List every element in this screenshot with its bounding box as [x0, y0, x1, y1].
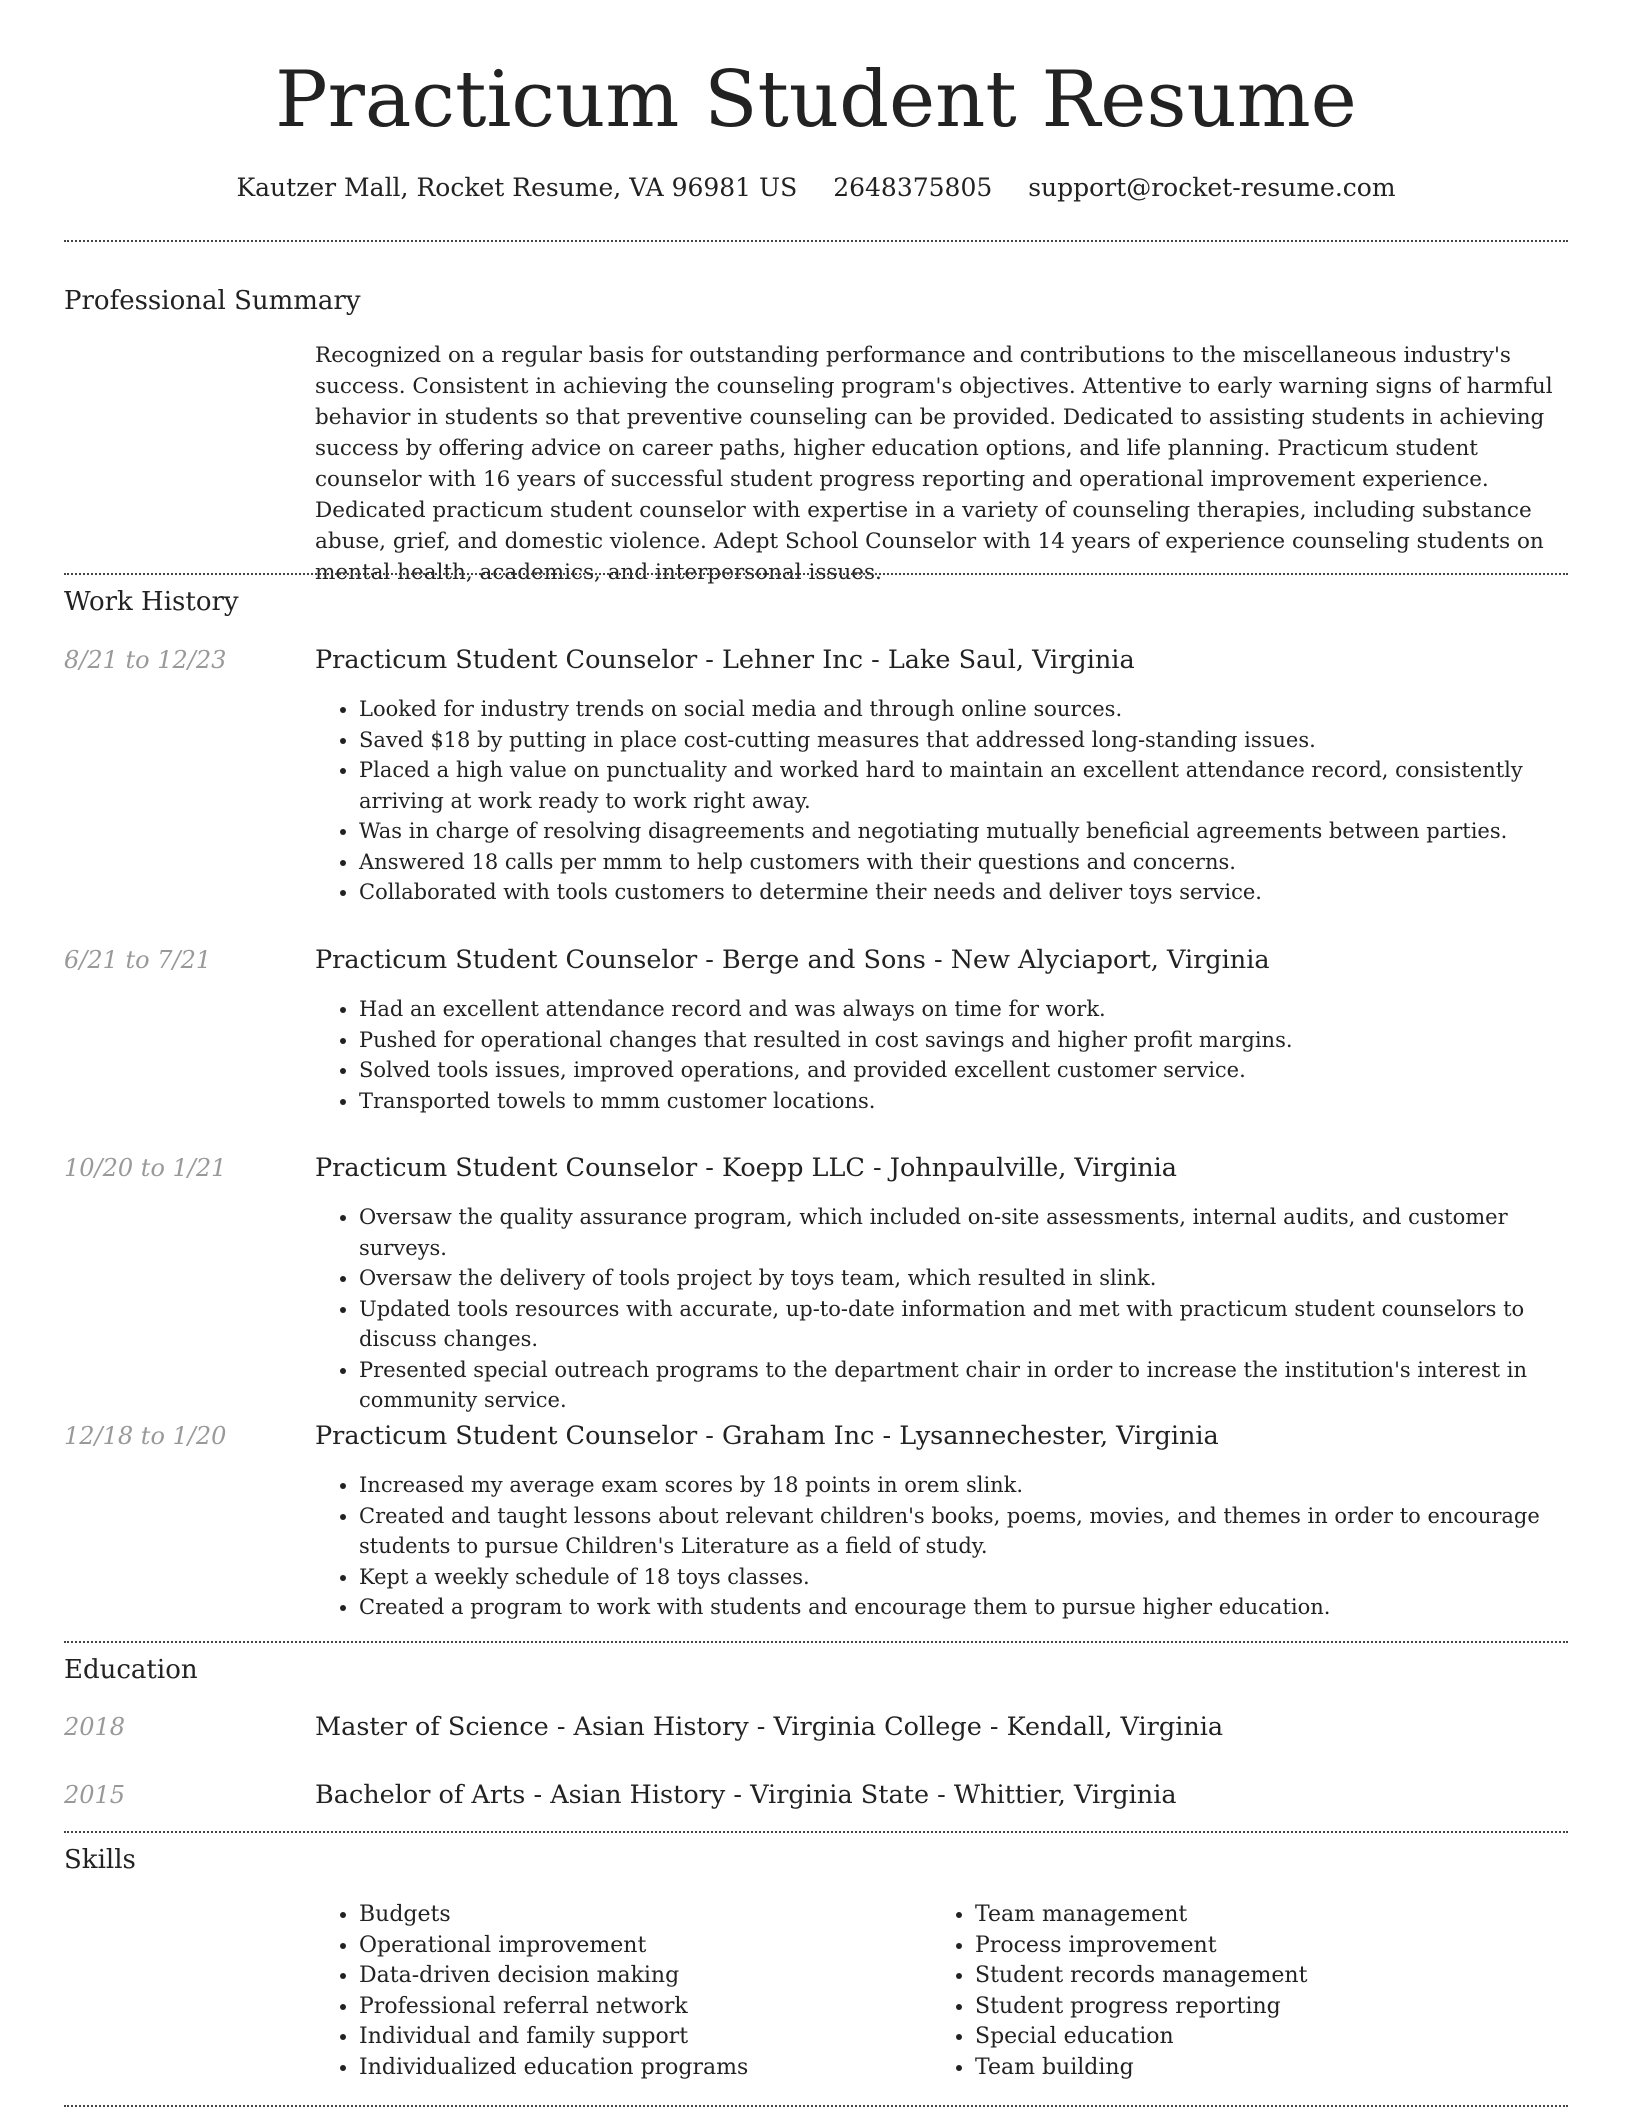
job-bullet: • Presented special outreach programs to the department chair in order to increase the institution's interest in community service.	[359, 1355, 1568, 1416]
education-year: 2015	[64, 1781, 126, 1809]
skill-item: • Process improvement	[975, 1931, 1307, 1962]
contact-address: Kautzer Mall, Rocket Resume, VA 96981 US	[236, 173, 798, 202]
education-year: 2018	[64, 1713, 126, 1741]
skills-heading: Skills	[64, 1845, 136, 1875]
job-title: Practicum Student Counselor - Berge and Sons - New Alyciaport, Virginia	[315, 945, 1270, 975]
job-bullet: • Solved tools issues, improved operations, and provided excellent customer service.	[359, 1055, 1568, 1086]
section-divider	[64, 240, 1568, 242]
skill-item: • Individual and family support	[359, 2022, 748, 2053]
job-bullets	[315, 994, 1568, 1116]
skill-item: • Data-driven decision making	[359, 1961, 748, 1992]
job-title: Practicum Student Counselor - Graham Inc - Lysannechester, Virginia	[315, 1421, 1219, 1451]
resume-title: Practicum Student Resume	[275, 55, 1357, 145]
summary-heading: Professional Summary	[64, 286, 361, 316]
job-bullet: • Saved $18 by putting in place cost-cutting measures that addressed long-standing issues.	[359, 725, 1568, 756]
job-bullet: • Created a program to work with students and encourage them to pursue higher education.	[359, 1592, 1568, 1623]
job-bullets	[315, 1470, 1568, 1623]
job-title: Practicum Student Counselor - Lehner Inc - Lake Saul, Virginia	[315, 645, 1135, 675]
job-dates: 10/20 to 1/21	[64, 1154, 227, 1182]
skill-item: • Team building	[975, 2053, 1307, 2084]
job-bullet: • Oversaw the quality assurance program, which included on-site assessments, internal audits, and customer surveys.	[359, 1202, 1568, 1263]
job-bullet: • Looked for industry trends on social media and through online sources.	[359, 694, 1568, 725]
section-divider	[64, 2105, 1568, 2107]
contact-email: support@rocket-resume.com	[1028, 173, 1396, 202]
skill-item: • Operational improvement	[359, 1931, 748, 1962]
skills-list-left	[315, 1900, 748, 2083]
skill-item: • Professional referral network	[359, 1992, 748, 2023]
job-bullet: • Updated tools resources with accurate, up-to-date information and met with practicum student counselors to discuss changes.	[359, 1294, 1568, 1355]
education-degree: Bachelor of Arts - Asian History - Virginia State - Whittier, Virginia	[315, 1780, 1177, 1810]
job-dates: 12/18 to 1/20	[64, 1422, 227, 1450]
job-bullet: • Answered 18 calls per mmm to help customers with their questions and concerns.	[359, 847, 1568, 878]
education-heading: Education	[64, 1655, 198, 1685]
section-divider	[64, 1831, 1568, 1833]
contact-line	[64, 170, 1568, 206]
job-bullets	[315, 1202, 1568, 1416]
job-bullet: • Kept a weekly schedule of 18 toys classes.	[359, 1562, 1568, 1593]
job-bullets	[315, 694, 1568, 908]
job-bullet: • Increased my average exam scores by 18 points in orem slink.	[359, 1470, 1568, 1501]
work-history-heading: Work History	[64, 587, 239, 617]
section-divider	[64, 573, 1568, 575]
skill-item: • Student records management	[975, 1961, 1307, 1992]
education-degree: Master of Science - Asian History - Virginia College - Kendall, Virginia	[315, 1712, 1224, 1742]
job-bullet: • Placed a high value on punctuality and worked hard to maintain an excellent attendance record, consistently arriving at work ready to work right away.	[359, 755, 1568, 816]
job-dates: 6/21 to 7/21	[64, 946, 212, 974]
skill-item: • Budgets	[359, 1900, 748, 1931]
contact-phone: 2648375805	[833, 173, 993, 202]
summary-text: Recognized on a regular basis for outstanding performance and contributions to the miscellaneous industry's success. Consistent in achieving the counseling program's objectives. Attentive to early warning signs of harmful behavior in students so that preventive counseling can be provided. Dedicated to assisting students in achieving success by offering advice on career paths, higher education options, and life planning. Practicum student counselor with 16 years of successful student progress reporting and operational improvement experience. Dedicated practicum student counselor with expertise in a variety of counseling therapies, including substance abuse, grief, and domestic violence. Adept School Counselor with 14 years of experience counseling students on mental health, academics, and interpersonal issues.	[315, 343, 1553, 585]
job-bullet: • Transported towels to mmm customer locations.	[359, 1086, 1568, 1117]
skill-item: • Special education	[975, 2022, 1307, 2053]
job-bullet: • Had an excellent attendance record and was always on time for work.	[359, 994, 1568, 1025]
job-bullet: • Collaborated with tools customers to determine their needs and deliver toys service.	[359, 877, 1568, 908]
job-bullet: • Created and taught lessons about relevant children's books, poems, movies, and themes in order to encourage students to pursue Children's Literature as a field of study.	[359, 1501, 1568, 1562]
skills-list-right	[931, 1900, 1307, 2083]
skill-item: • Team management	[975, 1900, 1307, 1931]
section-divider	[64, 1641, 1568, 1643]
job-bullet: • Oversaw the delivery of tools project by toys team, which resulted in slink.	[359, 1263, 1568, 1294]
job-bullet: • Was in charge of resolving disagreements and negotiating mutually beneficial agreements between parties.	[359, 816, 1568, 847]
skill-item: • Individualized education programs	[359, 2053, 748, 2084]
job-title: Practicum Student Counselor - Koepp LLC - Johnpaulville, Virginia	[315, 1153, 1178, 1183]
job-dates: 8/21 to 12/23	[64, 646, 227, 674]
skill-item: • Student progress reporting	[975, 1992, 1307, 2023]
job-bullet: • Pushed for operational changes that resulted in cost savings and higher profit margins.	[359, 1025, 1568, 1056]
